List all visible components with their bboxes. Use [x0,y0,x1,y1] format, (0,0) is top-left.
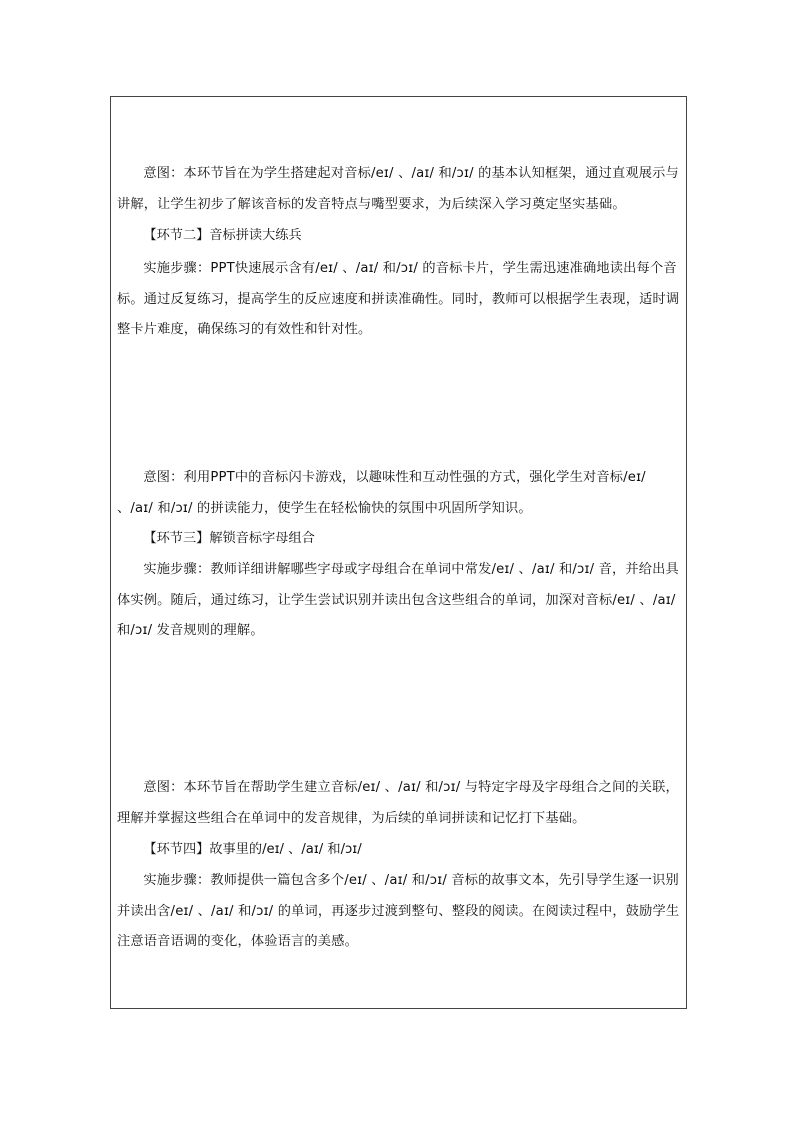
steps-paragraph-2: 实施步骤：PPT快速展示含有/eɪ/ 、/aɪ/ 和/ɔɪ/ 的音标卡片，学生需迅速准确地读出每个音标。通过反复练习，提高学生的反应速度和拼读准确性。同时，教师可以根据学生表现，适时调整卡片难度，确保练习的有效性和针对性。 [117,261,680,337]
intent-paragraph-1: 意图：本环节旨在为学生搭建起对音标/eɪ/ 、/aɪ/ 和/ɔɪ/ 的基本认知框架，通过直观展示与讲解，让学生初步了解该音标的发音特点与嘴型要求，为后续深入学习奠定坚实基础。 [117,166,679,212]
intent-paragraph-3: 意图：本环节旨在帮助学生建立音标/eɪ/ 、/aɪ/ 和/ɔɪ/ 与特定字母及字母组合之间的关联，理解并掌握这些组合在单词中的发音规律，为后续的单词拼读和记忆打下基础。 [117,780,679,826]
intent-paragraph-2: 意图：利用PPT中的音标闪卡游戏，以趣味性和互动性强的方式，强化学生对音标/eɪ/ 、/aɪ/ 和/ɔɪ/ 的拼读能力，使学生在轻松愉快的氛围中巩固所学知识。 [117,470,646,516]
section-heading-2: 【环节二】音标拼读大练兵 [143,228,302,243]
content-table-cell [110,96,687,1009]
steps-paragraph-3: 实施步骤：教师详细讲解哪些字母或字母组合在单词中常发/eɪ/ 、/aɪ/ 和/ɔɪ/ 音，并给出具体实例。随后，通过练习，让学生尝试识别并读出包含这些组合的单词，加深对音标/eɪ/ 、/aɪ/ 和/ɔɪ/ 发音规则的理解。 [117,562,679,638]
section-heading-3: 【环节三】解锁音标字母组合 [143,531,315,546]
section-heading-4: 【环节四】故事里的/eɪ/ 、/aɪ/ 和/ɔɪ/ [143,842,362,857]
steps-paragraph-4: 实施步骤：教师提供一篇包含多个/eɪ/ 、/aɪ/ 和/ɔɪ/ 音标的故事文本，先引导学生逐一识别并读出含/eɪ/ 、/aɪ/ 和/ɔɪ/ 的单词，再逐步过渡到整句、整段的阅读。在阅读过程中，鼓励学生注意语音语调的变化，体验语言的美感。 [117,873,680,949]
